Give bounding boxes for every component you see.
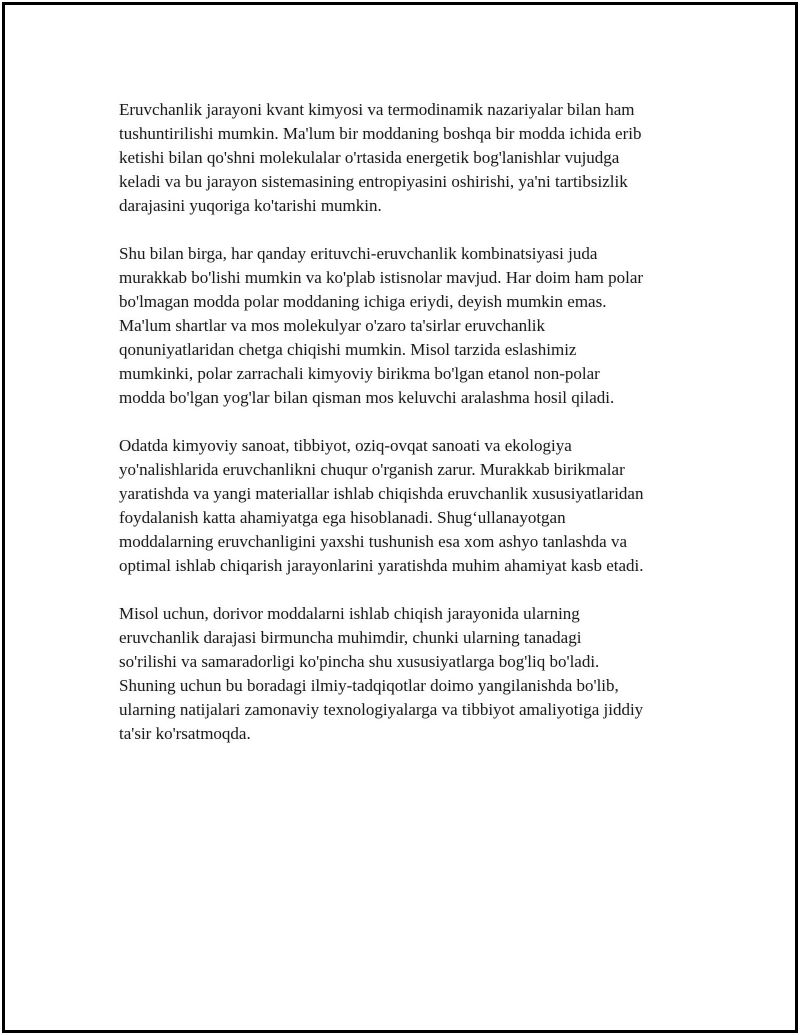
paragraph-3 bbox=[119, 434, 709, 578]
paragraph-line: yo'nalishlarida eruvchanlikni chuqur o'rganish zarur. Murakkab birikmalar bbox=[119, 460, 625, 479]
paragraph-line: qonuniyatlaridan chetga chiqishi mumkin. Misol tarzida eslashimiz bbox=[119, 340, 577, 359]
document-body bbox=[119, 98, 709, 770]
paragraph-line: tushuntirilishi mumkin. Ma'lum bir moddaning boshqa bir modda ichida erib bbox=[119, 124, 642, 143]
paragraph-line: so'rilishi va samaradorligi ko'pincha shu xususiyatlarga bog'liq bo'ladi. bbox=[119, 652, 600, 671]
paragraph-line: ta'sir ko'rsatmoqda. bbox=[119, 724, 251, 743]
paragraph-line: moddalarning eruvchanligini yaxshi tushunish esa xom ashyo tanlashda va bbox=[119, 532, 628, 551]
paragraph-line: eruvchanlik darajasi birmuncha muhimdir, chunki ularning tanadagi bbox=[119, 628, 582, 647]
paragraph-line: mumkinki, polar zarrachali kimyoviy birikma bo'lgan etanol non-polar bbox=[119, 364, 600, 383]
paragraph-line: darajasini yuqoriga ko'tarishi mumkin. bbox=[119, 196, 382, 215]
paragraph-line: Ma'lum shartlar va mos molekulyar o'zaro ta'sirlar eruvchanlik bbox=[119, 316, 546, 335]
paragraph-line: optimal ishlab chiqarish jarayonlarini yaratishda muhim ahamiyat kasb etadi. bbox=[119, 556, 644, 575]
paragraph-2 bbox=[119, 242, 709, 410]
document-page bbox=[2, 2, 798, 1033]
paragraph-line: bo'lmagan modda polar moddaning ichiga eriydi, deyish mumkin emas. bbox=[119, 292, 607, 311]
paragraph-line: keladi va bu jarayon sistemasining entropiyasini oshirishi, ya'ni tartibsizlik bbox=[119, 172, 628, 191]
paragraph-line: Odatda kimyoviy sanoat, tibbiyot, oziq-ovqat sanoati va ekologiya bbox=[119, 436, 572, 455]
paragraph-line: Shu bilan birga, har qanday erituvchi-eruvchanlik kombinatsiyasi juda bbox=[119, 244, 598, 263]
paragraph-line: Misol uchun, dorivor moddalarni ishlab chiqish jarayonida ularning bbox=[119, 604, 580, 623]
paragraph-line: Eruvchanlik jarayoni kvant kimyosi va termodinamik nazariyalar bilan ham bbox=[119, 100, 635, 119]
paragraph-line: murakkab bo'lishi mumkin va ko'plab istisnolar mavjud. Har doim ham polar bbox=[119, 268, 644, 287]
paragraph-line: foydalanish katta ahamiyatga ega hisoblanadi. Shug‘ullanayotgan bbox=[119, 508, 566, 527]
paragraph-line: ularning natijalari zamonaviy texnologiyalarga va tibbiyot amaliyotiga jiddiy bbox=[119, 700, 644, 719]
paragraph-4 bbox=[119, 602, 709, 746]
paragraph-line: yaratishda va yangi materiallar ishlab chiqishda eruvchanlik xususiyatlaridan bbox=[119, 484, 644, 503]
paragraph-line: Shuning uchun bu boradagi ilmiy-tadqiqotlar doimo yangilanishda bo'lib, bbox=[119, 676, 619, 695]
paragraph-1 bbox=[119, 98, 709, 218]
paragraph-line: modda bo'lgan yog'lar bilan qisman mos keluvchi aralashma hosil qiladi. bbox=[119, 388, 615, 407]
paragraph-line: ketishi bilan qo'shni molekulalar o'rtasida energetik bog'lanishlar vujudga bbox=[119, 148, 620, 167]
